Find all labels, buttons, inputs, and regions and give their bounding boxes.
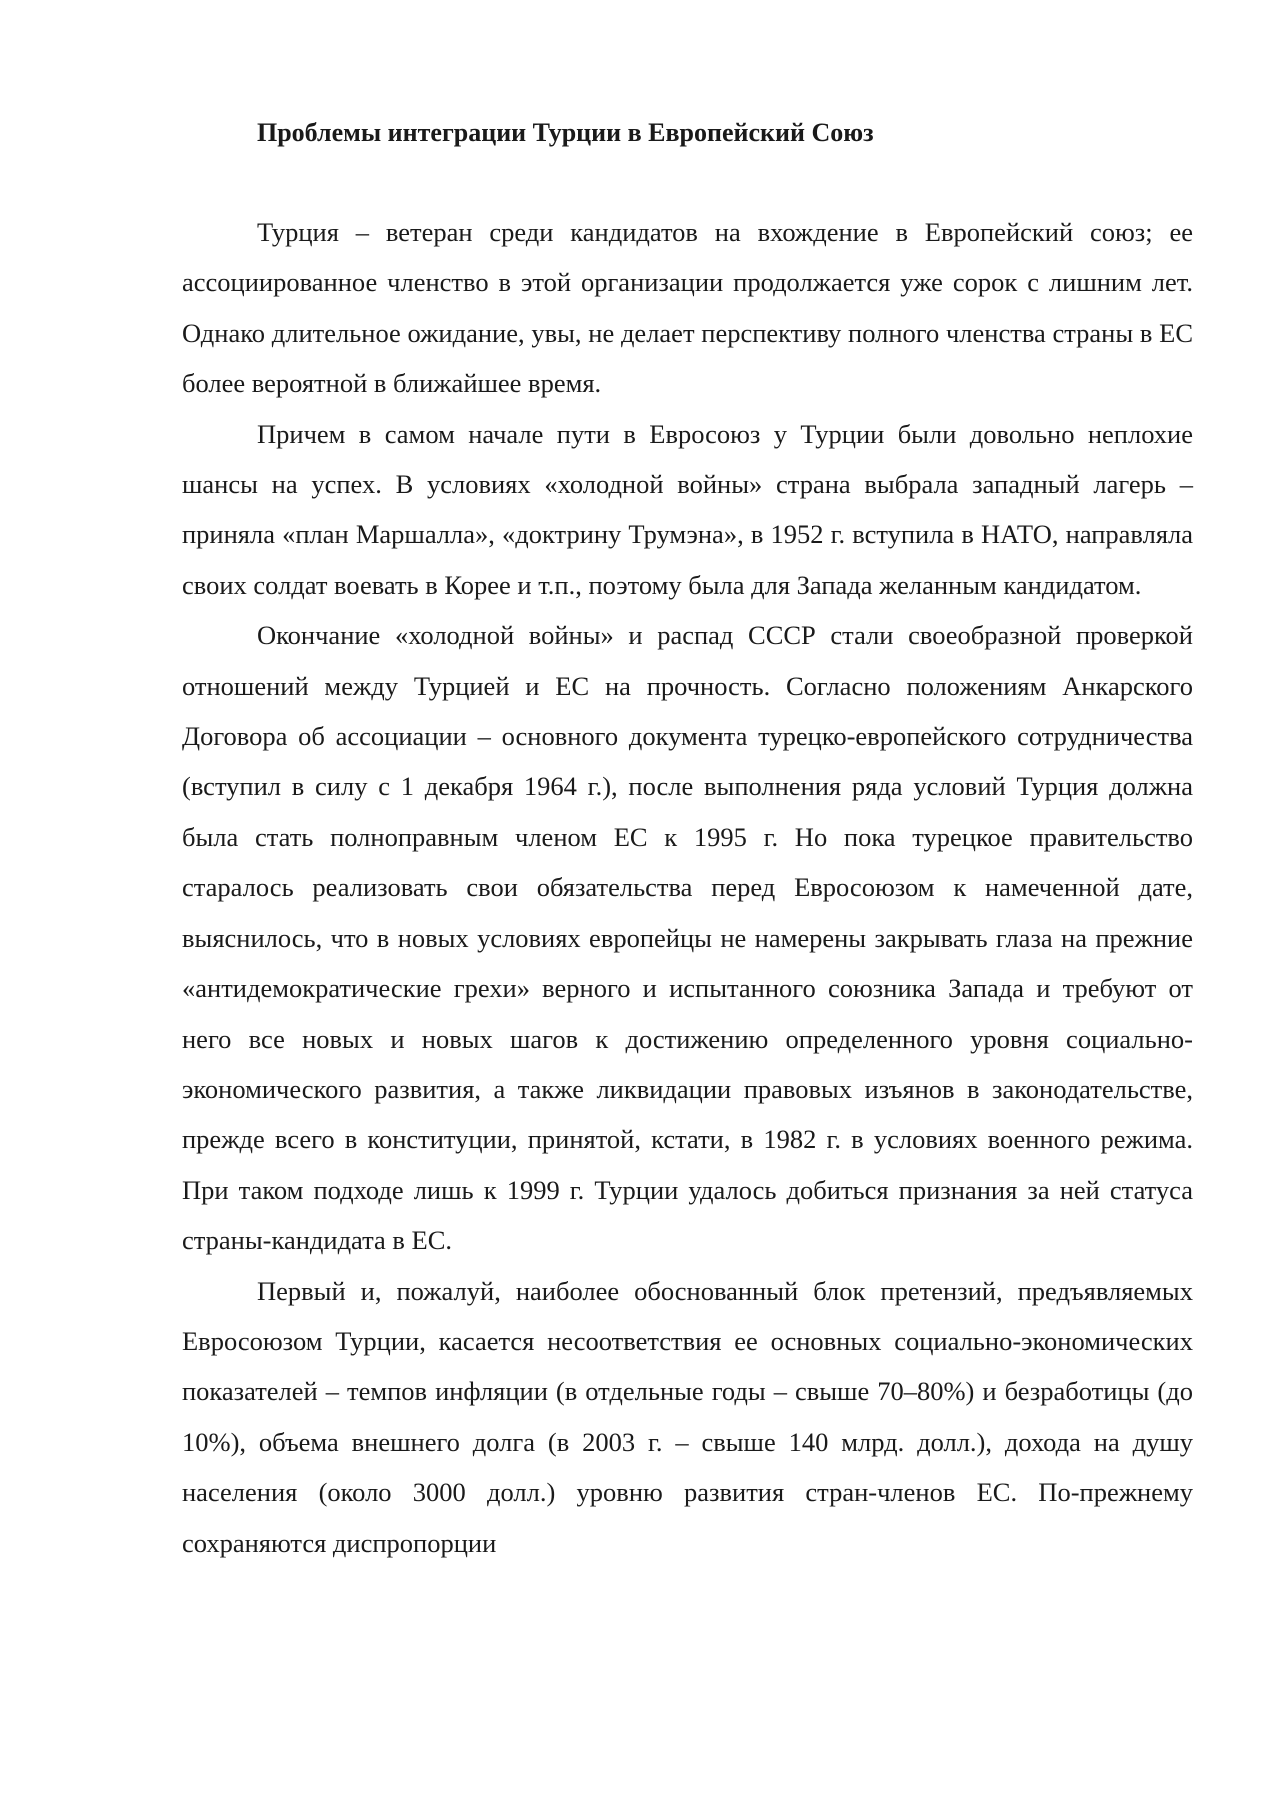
document-body xyxy=(182,207,1193,1568)
paragraph: Причем в самом начале пути в Евросоюз у Турции были довольно неплохие шансы на успех. В условиях «холодной войны» страна выбрала западный лагерь – приняла «план Маршалла», «доктрину Трумэна», в 1952 г. вступила в НАТО, направляла своих солдат воевать в Корее и т.п., поэтому была для Запада желанным кандидатом. xyxy=(182,418,1193,600)
paragraph: Окончание «холодной войны» и распад СССР стали своеобразной проверкой отношений между Турцией и ЕС на прочность. Согласно положениям Анкарского Договора об ассоциации – основного документа турецко-европейского сотрудничества (вступил в силу с 1 декабря 1964 г.), после выполнения ряда условий Турция должна была стать полноправным членом ЕС к 1995 г. Но пока турецкое правительство старалось реализовать свои обязательства перед Евросоюзом к намеченной дате, выяснилось, что в новых условиях европейцы не намерены закрывать глаза на прежние «антидемократические грехи» верного и испытанного союзника Запада и требуют от него все новых и новых шагов к достижению определенного уровня социально-экономического развития, а также ликвидации правовых изъянов в законодательстве, прежде всего в конституции, принятой, кстати, в 1982 г. в условиях военного режима. При таком подходе лишь к 1999 г. Турции удалось добиться признания за ней статуса страны-кандидата в ЕС. xyxy=(182,620,1193,1256)
paragraph: Турция – ветеран среди кандидатов на вхождение в Европейский союз; ее ассоциированное членство в этой организации продолжается уже сорок с лишним лет. Однако длительное ожидание, увы, не делает перспективу полного членства страны в ЕС более вероятной в ближайшее время. xyxy=(182,217,1193,399)
paragraph: Первый и, пожалуй, наиболее обоснованный блок претензий, предъявляемых Евросоюзом Турции, касается несоответствия ее основных социально-экономических показателей – темпов инфляции (в отдельные годы – свыше 70–80%) и безработицы (до 10%), объема внешнего долга (в 2003 г. – свыше 140 млрд. долл.), дохода на душу населения (около 3000 долл.) уровню развития стран-членов ЕС. По-прежнему сохраняются диспропорции xyxy=(182,1275,1193,1558)
document-title: Проблемы интеграции Турции в Европейский Союз xyxy=(257,118,874,147)
